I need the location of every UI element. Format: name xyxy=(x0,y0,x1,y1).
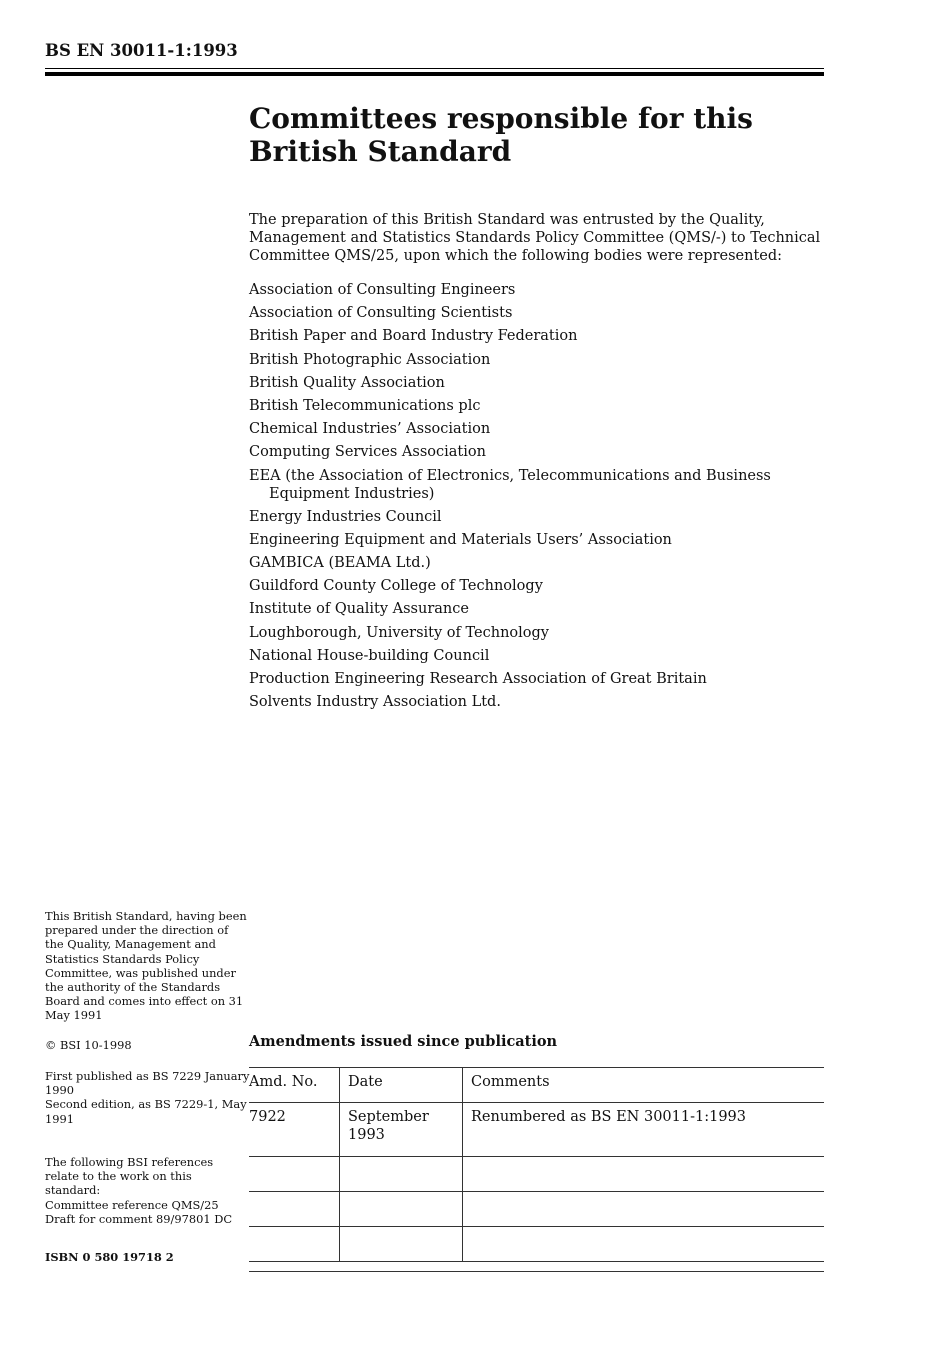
member-item: British Quality Association xyxy=(249,374,445,391)
amendments-table xyxy=(249,1067,824,1262)
member-item: Association of Consulting Scientists xyxy=(249,305,513,322)
cell-empty xyxy=(249,1157,340,1192)
copyright-note: © BSI 10-1998 xyxy=(45,1038,132,1052)
cell-empty xyxy=(340,1227,463,1262)
column-header-amd-no: Amd. No. xyxy=(249,1068,340,1103)
document-code: BS EN 30011-1:1993 xyxy=(45,41,238,60)
cell-date xyxy=(340,1103,463,1157)
intro-paragraph: The preparation of this British Standard was entrusted by the Quality, Management and Statistics Standards Policy Committee (QMS/-) to Technical Committee QMS/25, upon which the following bodies were represented: xyxy=(249,212,821,264)
cell-comments: Renumbered as BS EN 30011-1:1993 xyxy=(463,1103,825,1157)
references-intro: The following BSI references relate to the work on this standard: xyxy=(45,1155,214,1198)
title-line-1: Committees responsible for this xyxy=(249,102,753,135)
cell-empty xyxy=(340,1192,463,1227)
header-rule-thick xyxy=(45,72,824,76)
date-year: 1993 xyxy=(348,1127,385,1143)
second-edition: Second edition, as BS 7229-1, May 1991 xyxy=(45,1097,247,1126)
amendments-heading: Amendments issued since publication xyxy=(249,1033,558,1050)
publication-note: This British Standard, having been prepared under the direction of the Quality, Management and Statistics Standards Policy Committee, was published under the authority of the Standards Board and comes into effect on 31 May 1991 xyxy=(45,909,247,1023)
member-item: Loughborough, University of Technology xyxy=(249,624,549,641)
title-line-2: British Standard xyxy=(249,135,512,168)
cell-amd-no: 7922 xyxy=(249,1103,340,1157)
member-item: Energy Industries Council xyxy=(249,508,442,525)
date-month: September xyxy=(348,1109,429,1125)
member-item: British Photographic Association xyxy=(249,351,491,368)
member-item: Chemical Industries’ Association xyxy=(249,421,491,438)
member-item: National House-building Council xyxy=(249,647,490,664)
cell-empty xyxy=(463,1157,825,1192)
cell-empty xyxy=(340,1157,463,1192)
member-item: British Telecommunications plc xyxy=(249,397,481,414)
cell-empty xyxy=(249,1227,340,1262)
column-header-date: Date xyxy=(340,1068,463,1103)
table-row-empty xyxy=(249,1157,824,1192)
table-row-empty xyxy=(249,1192,824,1227)
bsi-references xyxy=(45,1155,250,1226)
footer-rule xyxy=(249,1271,824,1272)
member-item: EEA (the Association of Electronics, Telecommunications and Business Equipment Industries) xyxy=(249,467,771,502)
member-list xyxy=(249,281,824,716)
cell-empty xyxy=(249,1192,340,1227)
member-item: Engineering Equipment and Materials Users’ Association xyxy=(249,531,672,548)
page-title xyxy=(249,102,819,168)
member-item: Association of Consulting Engineers xyxy=(249,282,516,298)
cell-empty xyxy=(463,1192,825,1227)
member-item: Solvents Industry Association Ltd. xyxy=(249,694,501,711)
table-header-row xyxy=(249,1068,824,1103)
isbn: ISBN 0 580 19718 2 xyxy=(45,1250,174,1264)
committee-reference: Committee reference QMS/25 xyxy=(45,1197,219,1212)
table-row-empty xyxy=(249,1227,824,1262)
member-item: British Paper and Board Industry Federation xyxy=(249,328,578,345)
draft-reference: Draft for comment 89/97801 DC xyxy=(45,1211,233,1226)
member-item: Computing Services Association xyxy=(249,444,486,461)
table-row xyxy=(249,1103,824,1157)
member-item: Guildford County College of Technology xyxy=(249,578,543,595)
first-published: First published as BS 7229 January 1990 xyxy=(45,1069,250,1098)
member-item: Institute of Quality Assurance xyxy=(249,601,469,618)
member-item: GAMBICA (BEAMA Ltd.) xyxy=(249,555,431,572)
member-item: Production Engineering Research Association of Great Britain xyxy=(249,671,707,687)
header-rule-thin xyxy=(45,68,824,69)
cell-empty xyxy=(463,1227,825,1262)
edition-history xyxy=(45,1069,250,1126)
column-header-comments: Comments xyxy=(463,1068,825,1103)
